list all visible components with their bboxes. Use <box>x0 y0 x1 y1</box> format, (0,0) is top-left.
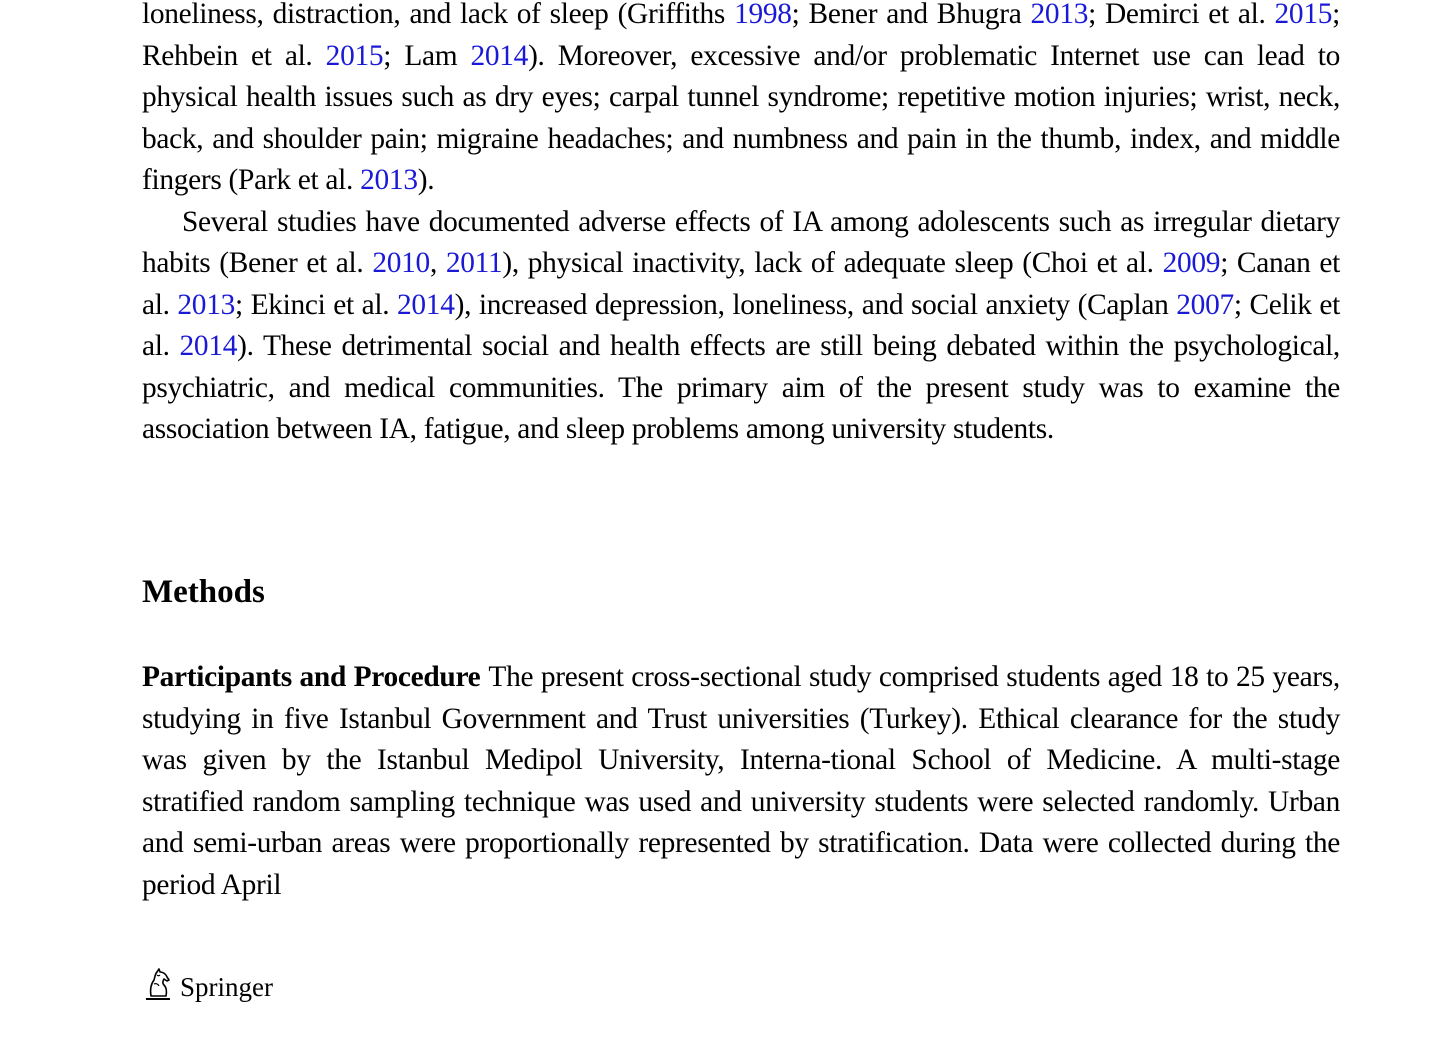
body-text: ; Celik et al. <box>142 288 1341 362</box>
body-text: ; Lam <box>383 39 471 72</box>
springer-horse-icon <box>142 966 174 1002</box>
page-content <box>142 0 1341 901</box>
citation-link[interactable]: 2007 <box>1176 288 1234 321</box>
subheading-participants-procedure: Participants and Procedure <box>142 661 481 693</box>
body-text: ; Demirci et al. <box>1088 0 1275 30</box>
participants-text: The present cross-sectional study comprised students aged 18 to 25 years, studying in five Istanbul Government and Trust universities (Turkey). Ethical clearance for the study was given by the Istanbul Medipol University, Interna-tional School of Medicine. A multi-stage stratified random sampling technique was used and university students were selected randomly. Urban and semi-urban areas were proportionally represented by stratification. Data were collected during the period April <box>142 661 1340 901</box>
page-footer <box>142 966 273 1002</box>
body-text: , <box>429 247 446 279</box>
citation-link[interactable]: 2014 <box>397 288 455 321</box>
citation-link[interactable]: 2009 <box>1162 247 1221 279</box>
body-text: ). Moreover, excessive and/or problematic Internet use can lead to physical health issues such as dry eyes; carpal tunnel syndrome; repetitive motion injuries; wrist, neck, back, and shoulder pain; migraine headaches; and numbness and pain in the thumb, index, and middle fingers (Park et al. <box>142 39 1341 196</box>
citation-link[interactable]: 2015 <box>1274 0 1333 30</box>
body-text: ), physical inactivity, lack of adequate sleep (Choi et al. <box>502 247 1163 279</box>
section-heading-methods: Methods <box>142 574 265 610</box>
citation-link[interactable]: 2014 <box>470 39 529 72</box>
paragraph-participants <box>142 657 1340 906</box>
citation-link[interactable]: 2011 <box>445 247 503 279</box>
body-text: ; Rehbein et al. <box>142 0 1340 72</box>
citation-link[interactable]: 2013 <box>360 164 418 196</box>
body-text: Several studies have documented adverse effects of IA among adolescents such as irregular dietary habits (Bener et al. <box>142 205 1340 279</box>
citation-link[interactable]: 1998 <box>734 0 792 30</box>
citation-link[interactable]: 2015 <box>325 39 384 72</box>
body-text: ). These detrimental social and health effects are still being debated within the psychological, psychiatric, and medical communities. The primary aim of the present study was to examine the association between IA, fatigue, and sleep problems among university students. <box>142 330 1340 445</box>
citation-link[interactable]: 2014 <box>179 330 238 362</box>
citation-link[interactable]: 2013 <box>1030 0 1089 30</box>
citation-link[interactable]: 2013 <box>177 288 235 321</box>
body-text: loneliness, distraction, and lack of sleep (Griffiths <box>142 0 735 30</box>
body-text: ; Bener and Bhugra <box>791 0 1031 30</box>
publisher-name: Springer <box>180 972 273 1002</box>
body-text: ; Ekinci et al. <box>235 288 398 321</box>
body-text: ), increased depression, loneliness, and social anxiety (Caplan <box>454 288 1177 321</box>
paragraph-adverse-effects <box>142 202 1340 451</box>
body-text: ). <box>417 164 435 196</box>
body-text: ; Canan et al. <box>142 247 1340 321</box>
paragraph-intro-continued <box>142 0 1340 202</box>
citation-link[interactable]: 2010 <box>372 247 430 279</box>
